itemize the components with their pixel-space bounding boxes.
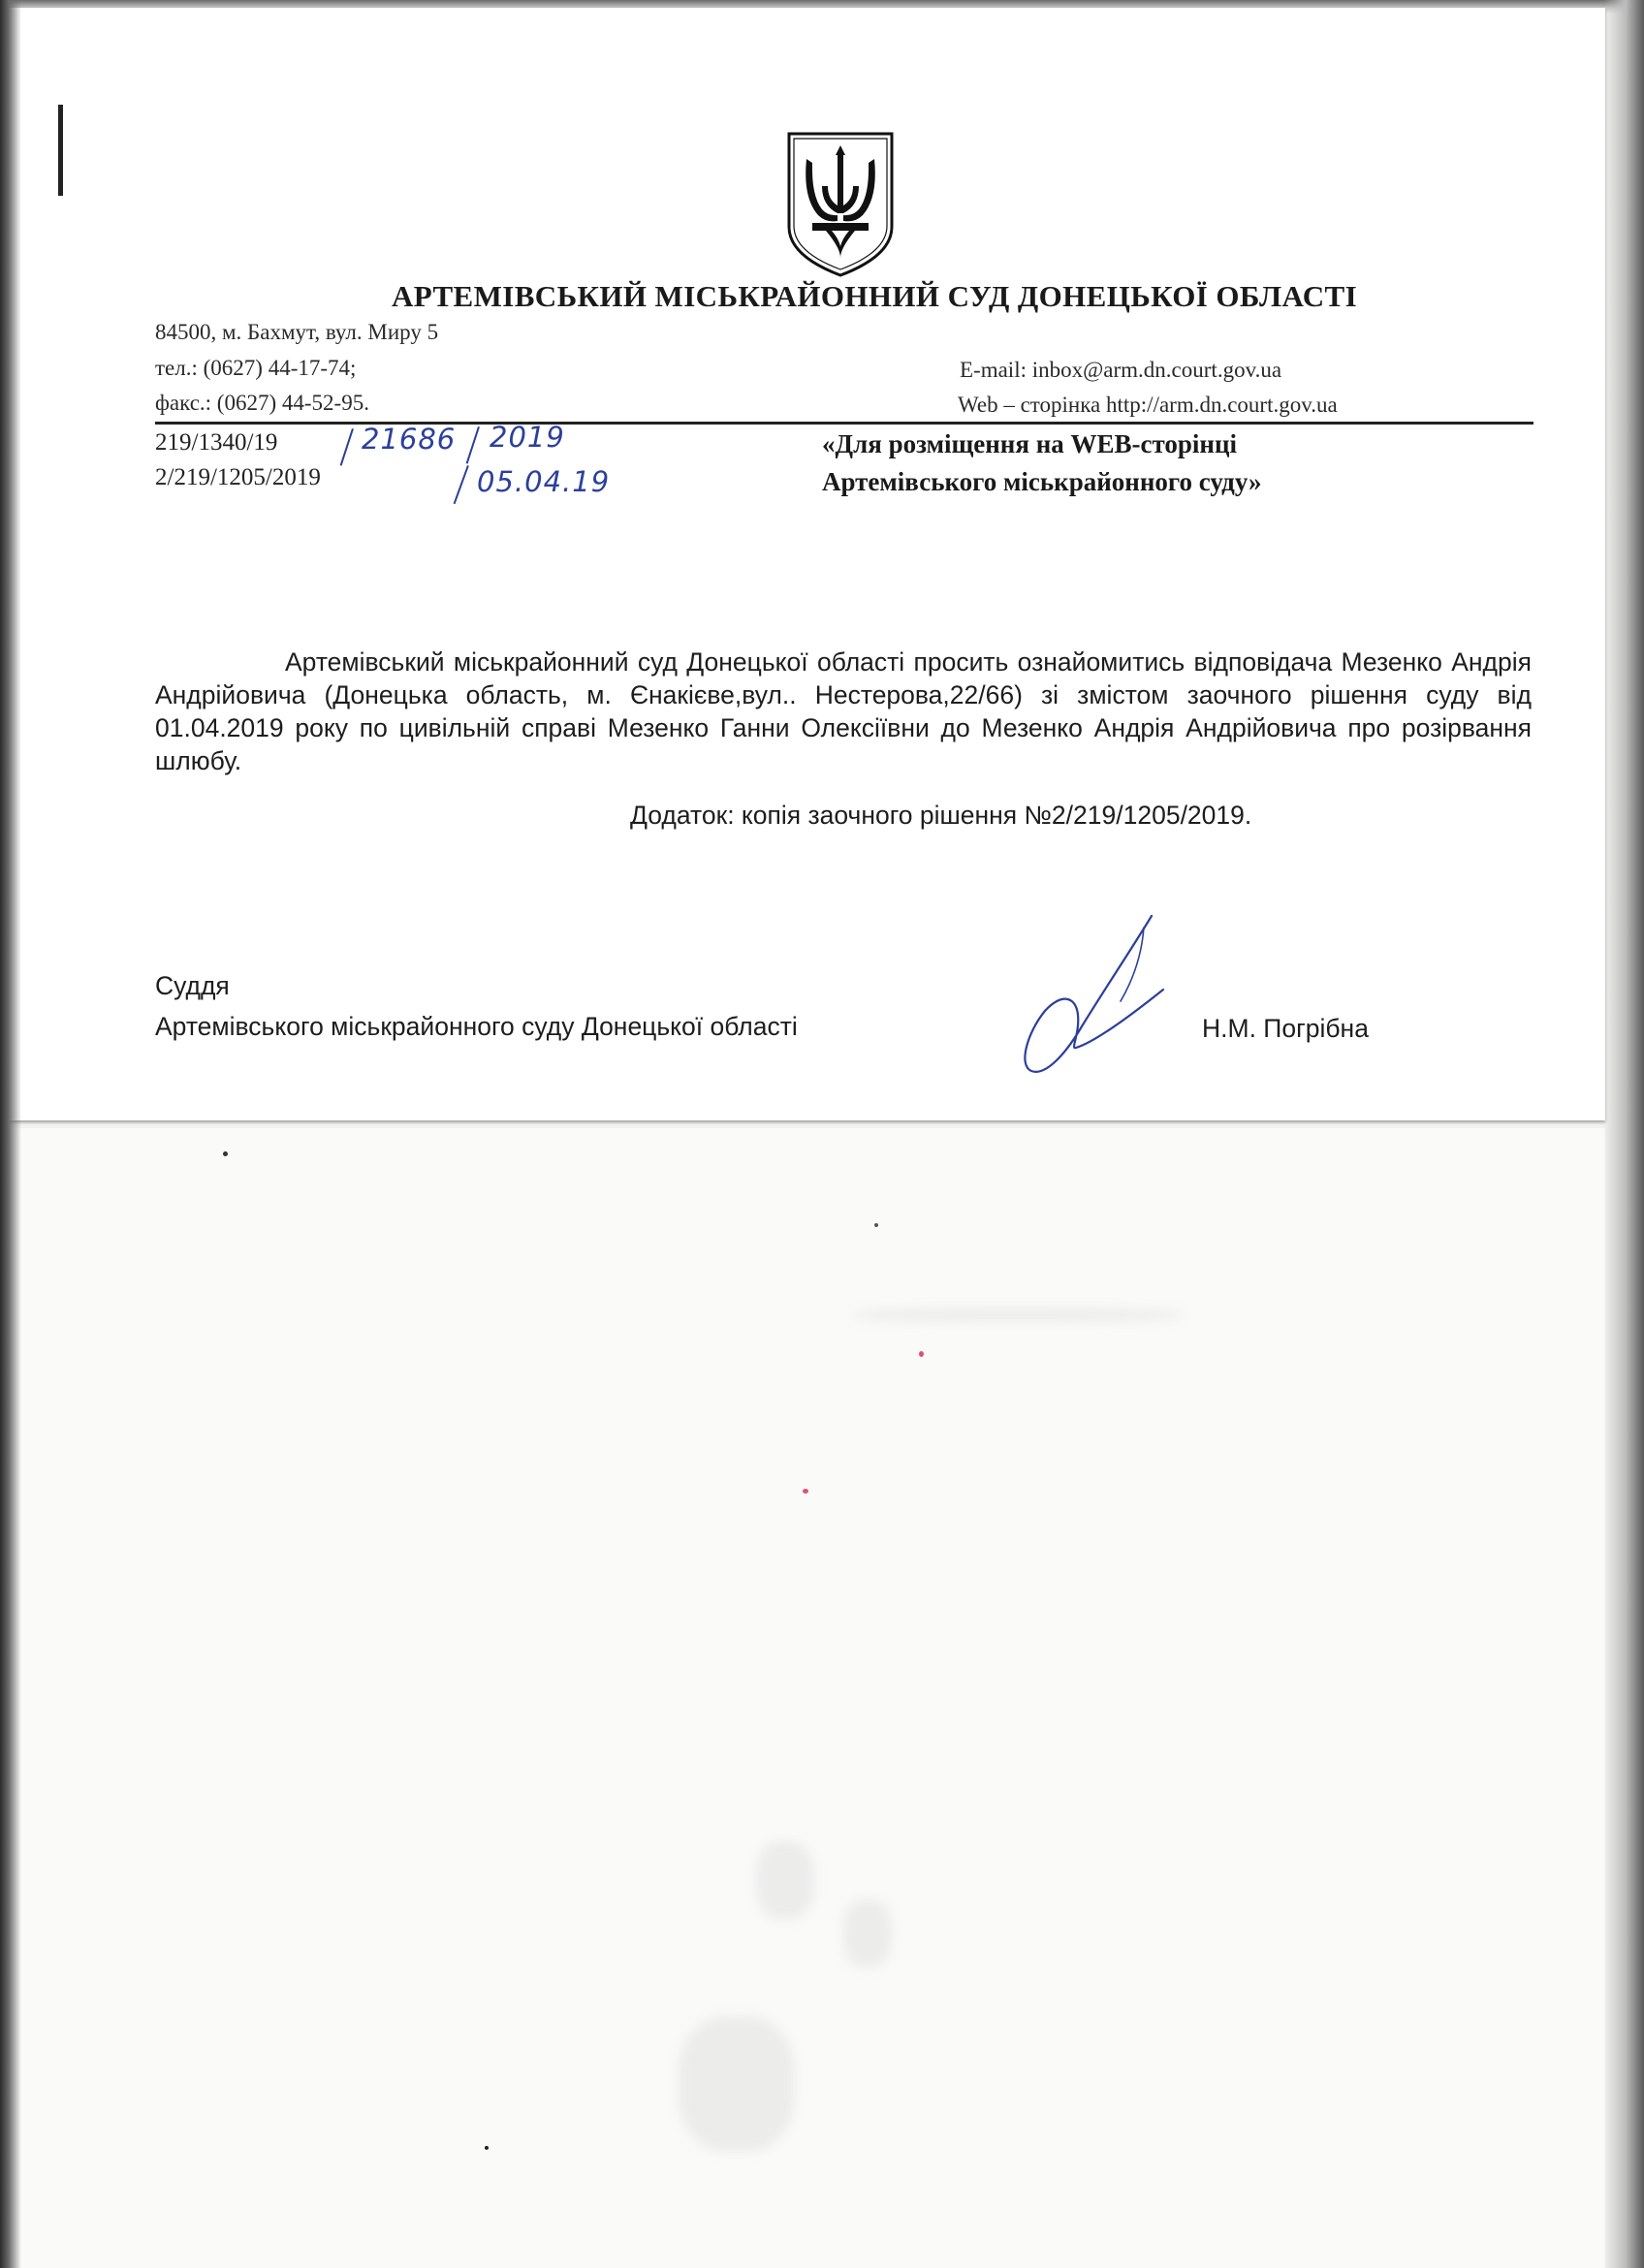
signature-mark <box>989 906 1183 1081</box>
scan-speck <box>485 2146 489 2150</box>
scan-speck <box>919 1351 924 1357</box>
scan-smudge <box>756 1842 814 1919</box>
signatory-name: Н.М. Погрібна <box>1202 1014 1369 1043</box>
scan-smudge <box>853 1308 1183 1322</box>
binder-mark <box>58 105 63 196</box>
court-website: Web – сторінка http://arm.dn.court.gov.ua <box>958 393 1338 417</box>
scan-smudge <box>679 2016 795 2152</box>
publication-notice-line-2: Артемівського міськрайонного суду» <box>822 467 1262 496</box>
handwritten-date: 05.04.19 <box>477 465 611 498</box>
handwritten-year: 2019 <box>490 421 565 454</box>
proceeding-number: 2/219/1205/2019 <box>155 464 321 490</box>
scan-speck <box>874 1223 878 1227</box>
scan-left-edge <box>0 0 21 2268</box>
court-email: E-mail: inbox@arm.dn.court.gov.ua <box>960 358 1282 382</box>
court-phone: тел.: (0627) 44-17-74; <box>155 356 357 380</box>
case-number: 219/1340/19 <box>155 429 278 456</box>
publication-notice-line-1: «Для розміщення на WEB-сторінці <box>822 429 1238 458</box>
court-address: 84500, м. Бахмут, вул. Миру 5 <box>155 320 439 344</box>
court-fax: факс.: (0627) 44-52-95. <box>155 391 369 415</box>
attachment-note: Додаток: копія заочного рішення №2/219/1205/2019. <box>630 801 1252 830</box>
court-title: АРТЕМІВСЬКИЙ МІСЬКРАЙОННИЙ СУД ДОНЕЦЬКОЇ ОБЛАСТІ <box>391 279 1358 313</box>
scan-speck <box>803 1489 808 1494</box>
scan-right-edge <box>1603 0 1644 2268</box>
coat-of-arms-trident-icon <box>783 130 898 279</box>
signatory-position: Артемівського міськрайонного суду Донецької області <box>155 1012 798 1041</box>
scan-speck <box>223 1151 228 1156</box>
signatory-title: Суддя <box>155 971 230 1000</box>
blank-sheet <box>10 1128 1605 2268</box>
scan-smudge <box>843 1900 892 1968</box>
handwritten-incoming-number: 21686 <box>362 423 457 456</box>
letter-body: Артемівський міськрайонний суд Донецької області просить ознайомитись відповідача Мезенко Андрія Андрійовича (Донецька область, м. Єнакієве,вул.. Нестерова,22/66) зі змістом заочного рішення суду від 01.04.2019 року по цивільній справі Мезенко Ганни Олексіївни до Мезенко Андрія Андрійовича про розірвання шлюбу. <box>155 647 1532 775</box>
